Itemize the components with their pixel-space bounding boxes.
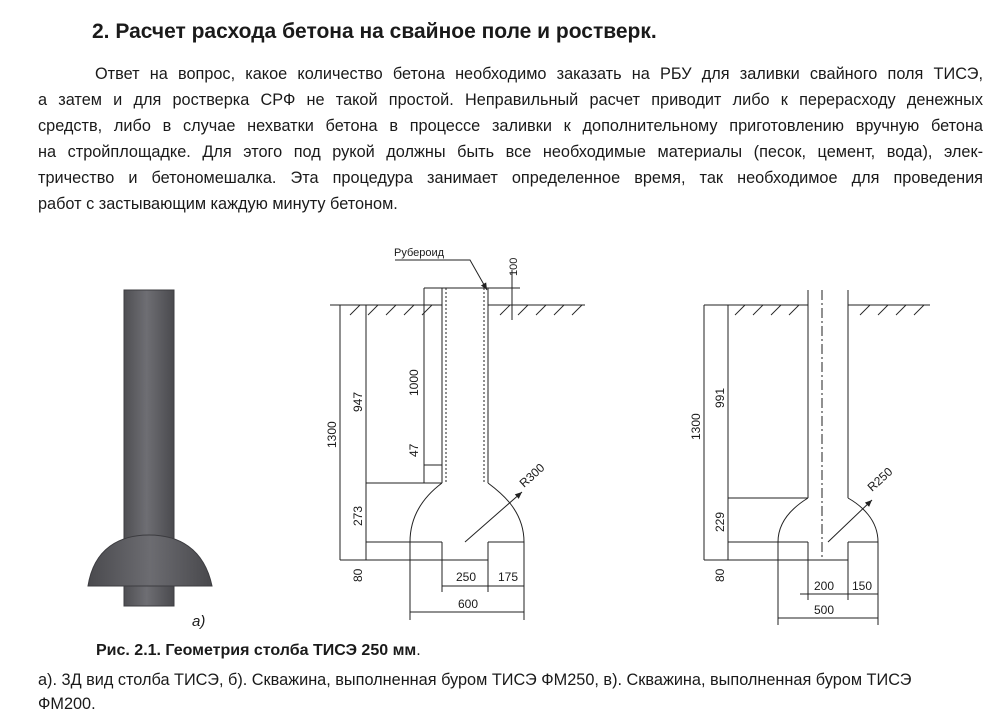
figure-title-tail: . [416, 642, 421, 659]
paragraph-line: работ с застывающим каждую минуту бетоном. [38, 195, 398, 213]
dim-200: 200 [814, 579, 835, 593]
panel-b-drawing [330, 257, 585, 620]
dim-100: 100 [508, 257, 520, 276]
ruberoid-leader [395, 260, 487, 290]
figure-title [96, 642, 421, 660]
pile-base-dome [88, 535, 212, 586]
figure-caption [38, 668, 983, 716]
radius-r300: R300 [516, 460, 548, 491]
caption-line: а). 3Д вид столба ТИСЭ, б). Скважина, выполненная буром ТИСЭ ФМ250, в). Скважина, выполненная буром ТИСЭ [38, 671, 912, 689]
radius-line [828, 500, 872, 542]
dim-175: 175 [498, 570, 519, 584]
cavity-dome [778, 498, 878, 542]
section-heading: 2. Расчет расхода бетона на свайное поле и ростверк. [92, 20, 657, 43]
dim-80: 80 [351, 568, 365, 582]
dim-80-c: 80 [713, 568, 727, 582]
paragraph-line: на стройплощадке. Для этого под рукой должны быть все необходимые материалы (песок, цемент, вода), элек- [38, 143, 983, 161]
dim-250: 250 [456, 570, 477, 584]
pile-shaft [124, 290, 174, 568]
dim-500: 500 [814, 603, 835, 617]
panel-a-pile-3d [88, 290, 212, 630]
intro-paragraph [38, 61, 983, 217]
radius-r250: R250 [864, 464, 896, 495]
cavity-dome [410, 483, 524, 542]
caption-line: ФМ200. [38, 695, 96, 713]
ground-hatch [735, 305, 924, 315]
panel-c-drawing [704, 290, 930, 625]
paragraph-line: Ответ на вопрос, какое количество бетона необходимо заказать на РБУ для заливки свайного поля ТИСЭ, [95, 65, 983, 83]
dim-150: 150 [852, 579, 873, 593]
dim-600: 600 [458, 597, 479, 611]
dim-47: 47 [407, 443, 421, 457]
dim-1000: 1000 [407, 369, 421, 396]
paragraph-line: а затем и для ростверка СРФ не такой простой. Неправильный расчет приводит либо к перерасходу денежных [38, 91, 983, 109]
dim-1300: 1300 [325, 421, 339, 448]
ground-hatch [350, 305, 582, 315]
dim-991: 991 [713, 387, 727, 408]
panel-b-labels [325, 247, 548, 611]
dim-273: 273 [351, 505, 365, 526]
figure-drawing [0, 230, 1006, 640]
pile-foot [124, 586, 174, 606]
dim-947: 947 [351, 391, 365, 412]
dim-229: 229 [713, 511, 727, 532]
dim-1300-c: 1300 [689, 413, 703, 440]
figure-title-bold: Рис. 2.1. Геометрия столба ТИСЭ 250 мм [96, 642, 417, 659]
figure [0, 230, 1006, 640]
paragraph-line: средств, либо в случае нехватки бетона в процессе заливки к дополнительному приготовлению вручную бетона [38, 117, 983, 135]
ruberoid-label: Рубероид [394, 247, 445, 259]
panel-a-label: а) [192, 613, 206, 630]
paragraph-line: тричество и бетономешалка. Эта процедура занимает определенное время, так необходимое для проведения [38, 169, 983, 187]
radius-line [465, 492, 522, 542]
panel-c-labels [689, 388, 896, 617]
